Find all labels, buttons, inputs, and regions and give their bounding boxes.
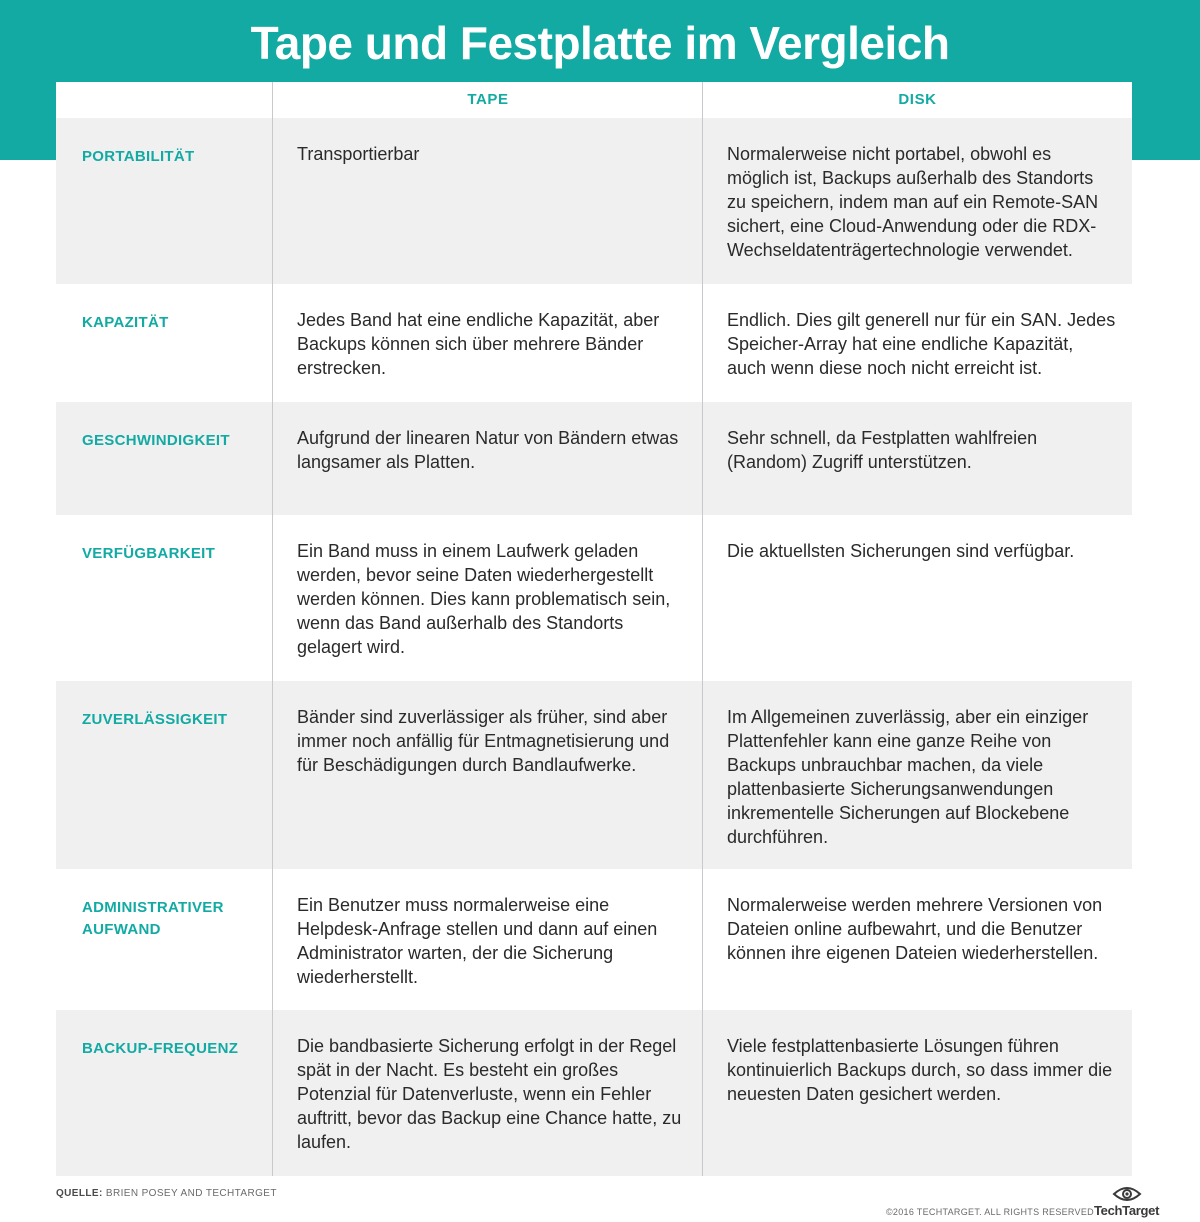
tape-cell: Ein Benutzer muss normalerweise eine Helpdesk-Anfrage stellen und dann auf einen Administrator warten, der die Sicherung wiederherstellt.: [297, 895, 658, 987]
page-title: Tape und Festplatte im Vergleich: [250, 17, 950, 69]
tape-cell: Die bandbasierte Sicherung erfolgt in der Regel spät in der Nacht. Es besteht ein großes Potenzial für Datenverluste, wenn ein Fehler auftritt, bevor das Backup eine Chance hatte, zu laufen.: [297, 1036, 682, 1152]
techtarget-logo: [1094, 1186, 1160, 1220]
tape-cell: Aufgrund der linearen Natur von Bändern etwas langsamer als Platten.: [297, 428, 679, 472]
column-header-tape: TAPE: [467, 91, 509, 108]
disk-cell: Endlich. Dies gilt generell nur für ein SAN. Jedes Speicher-Array hat eine endliche Kapazität, auch wenn diese noch nicht erreicht ist.: [727, 310, 1116, 378]
disk-cell: Sehr schnell, da Festplatten wahlfreien (Random) Zugriff unterstützen.: [727, 428, 1038, 472]
row-category: GESCHWINDIGKEIT: [82, 432, 230, 449]
disk-cell: Normalerweise werden mehrere Versionen von Dateien online aufbewahrt, und die Benutzer können ihre eigenen Dateien wiederherstellen.: [727, 895, 1103, 963]
eye-icon: [1112, 1186, 1142, 1202]
row-category: VERFÜGBARKEIT: [82, 545, 216, 562]
table-row: [56, 869, 1132, 1010]
source-text: BRIEN POSEY AND TECHTARGET: [105, 1188, 277, 1199]
tape-cell: Bänder sind zuverlässiger als früher, sind aber immer noch anfällig für Entmagnetisierung und für Beschädigungen durch Bandlaufwerke.: [297, 707, 670, 775]
row-category: ADMINISTRATIVER AUFWAND: [82, 899, 224, 938]
disk-cell: Im Allgemeinen zuverlässig, aber ein einziger Plattenfehler kann eine ganze Reihe von Backups unbrauchbar machen, da viele plattenbasierte Sicherungsanwendungen inkrementelle Sicherungen auf Blockebene durchführen.: [727, 707, 1089, 847]
disk-cell: Normalerweise nicht portabel, obwohl es möglich ist, Backups außerhalb des Standorts zu speichern, indem man auf ein Remote-SAN sichert, eine Cloud-Anwendung oder die RDX-Wechseldatenträgertechnologie verwendet.: [727, 144, 1099, 260]
source-note: [56, 1188, 277, 1199]
table-row: [56, 515, 1132, 681]
table-row: [56, 118, 1132, 284]
table-row: [56, 681, 1132, 869]
tape-cell: Ein Band muss in einem Laufwerk geladen werden, bevor seine Daten wiederhergestellt werden können. Dies kann problematisch sein, wenn das Band außerhalb des Standorts gelagert wird.: [297, 541, 671, 657]
source-label: QUELLE:: [56, 1188, 103, 1199]
column-header-disk: DISK: [898, 91, 937, 108]
table-row: [56, 284, 1132, 402]
copyright: ©2016 TECHTARGET. ALL RIGHTS RESERVED: [886, 1207, 1094, 1217]
table-row: [56, 1010, 1132, 1176]
disk-cell: Die aktuellsten Sicherungen sind verfügbar.: [727, 541, 1075, 561]
tape-cell: Jedes Band hat eine endliche Kapazität, aber Backups können sich über mehrere Bänder erstrecken.: [297, 310, 660, 378]
row-category: KAPAZITÄT: [82, 314, 169, 331]
column-divider: [272, 82, 273, 1176]
row-category: ZUVERLÄSSIGKEIT: [82, 711, 228, 728]
logo-text: TechTarget: [1094, 1203, 1160, 1218]
disk-cell: Viele festplattenbasierte Lösungen führen kontinuierlich Backups durch, so dass immer die neuesten Daten gesichert werden.: [727, 1036, 1113, 1104]
row-category: BACKUP-FREQUENZ: [82, 1040, 239, 1057]
tape-cell: Transportierbar: [297, 144, 420, 164]
table-row: [56, 402, 1132, 515]
row-category: PORTABILITÄT: [82, 148, 195, 165]
column-divider: [702, 82, 703, 1176]
